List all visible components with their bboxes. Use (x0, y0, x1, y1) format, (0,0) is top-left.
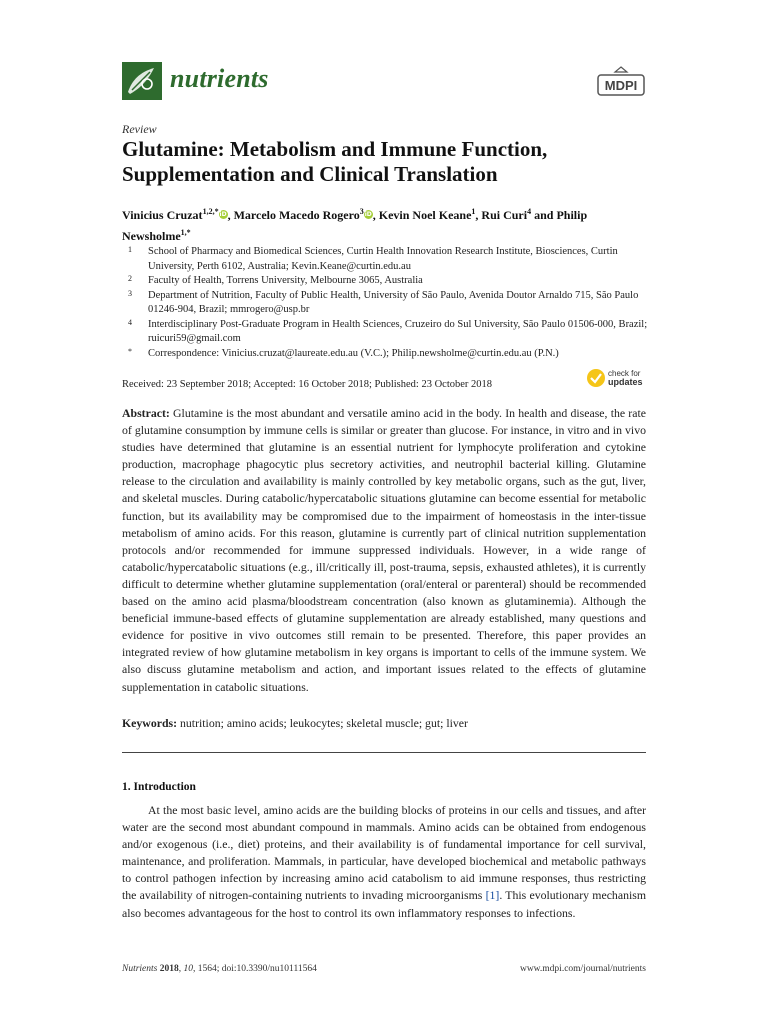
author-affiliation-marker: 1,2,* (202, 207, 219, 216)
affiliation-item (122, 347, 662, 362)
intro-text-2: . This evolutionary mechanism also becomes advantageous for the host to control its own inflammatory responses to infections. (122, 888, 647, 920)
affiliation-number: 4 (128, 317, 132, 327)
author-affiliation-marker: 3 (359, 207, 364, 216)
author-name: Vinicius Cruzat (122, 208, 203, 222)
affiliation-text: Interdisciplinary Post-Graduate Program in Health Sciences, Cruzeiro do Sul University, São Paulo 01506-000, Brazil; ruicuri59@gmail.com (148, 318, 648, 344)
author-separator: , (475, 208, 482, 222)
abstract-text: Glutamine is the most abundant and versatile amino acid in the body. In health and disease, the rate of glutamine consumption by immune cells is similar or greater than glucose. For instance, in vitro and in vivo studies have determined that glutamine is an essential nutrient for lymphocyte proliferation and cytokine production, macrophage phagocytic plus secretory activities, and neutrophil bacterial killing. Glutamine release to the circulation and availability is mainly controlled by key metabolic organs, such as the gut, liver, and skeletal muscles. During catabolic/hypercatabolic situations glutamine can become essential for metabolic function, but its availability may be compromised due to the impairment of homeostasis in the inter-tissue metabolism of amino acids. For this reason, glutamine is currently part of clinical nutrition supplementation protocols and/or recommended for immune suppressed individuals. However, in a wide range of catabolic/hypercatabolic situations (e.g., ill/critically ill, post-trauma, sepsis, exhausted athletes), it is currently difficult to determine whether glutamine supplementation (oral/enteral or parenteral) should be recommended based on the amino acid plasma/bloodstream concentration (also known as glutaminemia). Although the beneficial immune-based effects of glutamine supplementation are already established, many questions and evidence for positive in vivo outcomes still remain to be presented. Therefore, this paper provides an integrated review of how glutamine metabolism in key organs is important to cells of the immune system. We also discuss glutamine metabolism and action, and important issues related to the effects of glutamine supplementation in catabolic situations. (122, 406, 646, 694)
affiliation-list (122, 245, 662, 361)
keywords-label: Keywords: (122, 716, 178, 730)
author-separator: , (372, 208, 379, 222)
check-for-updates-badge[interactable] (586, 367, 648, 393)
author-separator: , (227, 208, 234, 222)
author-affiliation-marker: 4 (527, 207, 532, 216)
affiliation-text: Faculty of Health, Torrens University, Melbourne 3065, Australia (148, 275, 423, 286)
intro-paragraph (122, 802, 646, 922)
affiliation-item (122, 245, 662, 274)
check-updates-line2: updates (608, 377, 643, 387)
affiliation-item (122, 318, 662, 347)
author-separator: and (531, 208, 557, 222)
article-title: Glutamine: Metabolism and Immune Function, Supplementation and Clinical Translation (122, 137, 548, 186)
affiliation-text: Correspondence: Vinicius.cruzat@laureate.edu.au (V.C.); Philip.newsholme@curtin.edu.au (P.N.) (148, 347, 559, 359)
mdpi-logo (596, 66, 646, 98)
publisher-name: MDPI (604, 78, 638, 93)
orcid-icon[interactable]: iD (364, 211, 372, 218)
abstract (122, 405, 646, 696)
affiliation-text: Department of Nutrition, Faculty of Public Health, University of São Paulo, Avenida Doutor Arnaldo 715, São Paulo 01246-904, Brazil; mmrogero@usp.br (148, 289, 639, 315)
author-list (122, 203, 652, 245)
author-name: Kevin Noel Keane (378, 208, 472, 222)
abstract-label: Abstract: (122, 406, 170, 420)
section-heading: 1. Introduction (122, 781, 196, 793)
section-divider (122, 752, 646, 753)
journal-name: nutrients (170, 64, 269, 93)
check-updates-icon (586, 367, 606, 389)
affiliation-number: * (128, 346, 132, 356)
publication-dates: Received: 23 September 2018; Accepted: 16 October 2018; Published: 23 October 2018 (122, 379, 493, 390)
author-affiliation-marker: 1,* (180, 228, 191, 237)
author-name: Philip Newsholme (122, 208, 588, 243)
footer-citation: , 1564; doi:10.3390/nu10111564 (193, 964, 317, 974)
author-name: Rui Curi (481, 208, 528, 222)
orcid-icon[interactable]: iD (219, 211, 227, 218)
citation-footer: Nutrients 2018, 10, 1564; doi:10.3390/nu10111564 (122, 964, 317, 974)
keywords-text: nutrition; amino acids; leukocytes; skeletal muscle; gut; liver (180, 716, 468, 730)
footer-volume: 10 (183, 964, 193, 974)
article-type: Review (122, 122, 157, 136)
affiliation-item (122, 289, 662, 318)
intro-text-1: At the most basic level, amino acids are the building blocks of proteins in our cells and tissues, and after water are the second most abundant compound in mammals. Amino acids can be obtained from endogenous and/or exogenous (i.e., diet) proteins, and their availability is of fundamental importance for cell survival, maintenance, and proliferation. Mammals, in particular, have developed biochemical and metabolic pathways to control pathogen infection by increasing amino acid catabolism to aid immune responses, thus restricting the availability of nitrogen-containing nutrients to invading microorganisms (122, 803, 646, 903)
author-name: Marcelo Macedo Rogero (233, 208, 360, 222)
footer-journal: Nutrients (122, 964, 158, 974)
keywords (122, 716, 646, 731)
reference-link[interactable]: [1] (485, 888, 500, 903)
journal-url[interactable]: www.mdpi.com/journal/nutrients (519, 964, 646, 974)
affiliation-number: 2 (128, 274, 132, 283)
footer-year: 2018 (159, 964, 179, 974)
author-affiliation-marker: 1 (471, 207, 476, 216)
affiliation-number: 3 (128, 288, 132, 298)
affiliation-number: 1 (128, 245, 132, 254)
journal-logo-icon (122, 62, 162, 100)
check-updates-line1: check for (608, 369, 641, 378)
affiliation-item (122, 274, 662, 289)
affiliation-text: School of Pharmacy and Biomedical Sciences, Curtin Health Innovation Research Institute, Biosciences, Curtin University, Perth 6102, Australia; Kevin.Keane@curtin.edu.au (148, 246, 618, 272)
